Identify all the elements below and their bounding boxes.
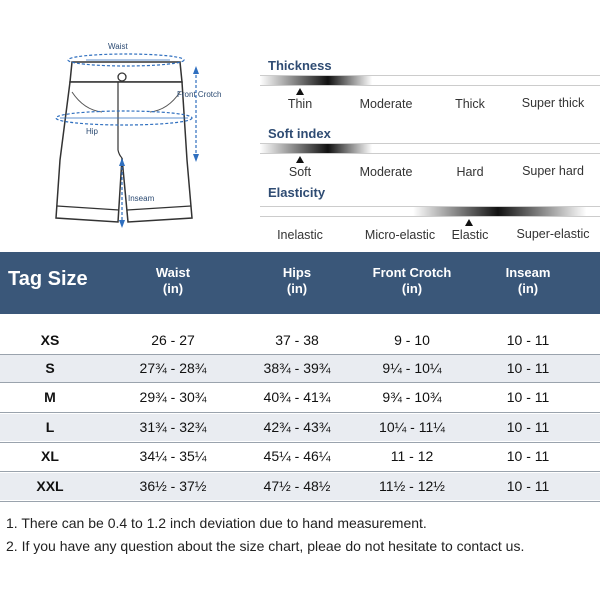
column-header-front-crotch xyxy=(357,265,467,297)
front-crotch-arrow-top xyxy=(193,66,199,74)
waist-cell: 31¾ - 32¾ xyxy=(139,419,207,435)
size-cell: S xyxy=(45,360,55,376)
size-table-header xyxy=(0,252,600,314)
table-row xyxy=(0,355,600,382)
soft-index-title: Soft index xyxy=(268,126,331,141)
crotch-cell: 11½ - 12½ xyxy=(379,478,445,494)
column-header-inseam xyxy=(488,265,568,297)
row-divider xyxy=(0,471,600,472)
soft-index-indicator-icon xyxy=(296,156,304,163)
inseam-cell: 10 - 11 xyxy=(506,419,550,435)
note-contact-us: 2. If you have any question about the size chart, pleae do not hesitate to contact us. xyxy=(6,538,525,554)
elasticity-title: Elasticity xyxy=(268,185,326,200)
elasticity-level-2: Micro-elastic xyxy=(364,228,436,242)
inseam-arrow-bottom xyxy=(119,220,125,228)
hip-label: Hip xyxy=(86,127,99,136)
hips-cell: 47½ - 48½ xyxy=(263,478,331,494)
tag-size-title: Tag Size xyxy=(8,268,88,290)
elasticity-scale-bar xyxy=(260,206,600,217)
crotch-cell: 9¾ - 10¾ xyxy=(382,389,442,405)
size-cell: XXL xyxy=(36,478,64,494)
table-row xyxy=(0,443,600,470)
size-cell: XS xyxy=(40,332,60,348)
column-header-waist xyxy=(133,265,213,297)
column-unit: (in) xyxy=(401,281,423,296)
soft-index-level-1: Soft xyxy=(288,165,312,179)
column-unit: (in) xyxy=(286,281,308,296)
elasticity-level-4: Super-elastic xyxy=(516,227,590,241)
waist-cell: 36½ - 37½ xyxy=(139,478,207,494)
table-row xyxy=(0,327,600,354)
crotch-cell: 10¼ - 11¼ xyxy=(379,419,445,435)
inseam-cell: 10 - 11 xyxy=(506,360,550,376)
hips-cell: 37 - 38 xyxy=(275,332,319,348)
thickness-level-2: Moderate xyxy=(359,97,413,111)
table-row xyxy=(0,414,600,441)
column-name: Hips xyxy=(282,265,312,280)
waist-cell: 27¾ - 28¾ xyxy=(139,360,207,376)
row-divider xyxy=(0,501,600,502)
note-measurement-deviation: 1. There can be 0.4 to 1.2 inch deviation due to hand measurement. xyxy=(6,515,427,531)
hips-cell: 45¼ - 46¼ xyxy=(263,448,331,464)
inseam-cell: 10 - 11 xyxy=(506,332,550,348)
hips-cell: 38¾ - 39¾ xyxy=(263,360,331,376)
inseam-cell: 10 - 11 xyxy=(506,448,550,464)
elasticity-level-1: Inelastic xyxy=(277,228,323,242)
soft-index-scale-bar xyxy=(260,143,600,154)
soft-index-level-3: Hard xyxy=(456,165,484,179)
shorts-button xyxy=(118,73,126,81)
soft-index-level-4: Super hard xyxy=(522,164,584,178)
thickness-level-3: Thick xyxy=(455,97,485,111)
hips-cell: 42¾ - 43¾ xyxy=(263,419,331,435)
size-cell: M xyxy=(44,389,56,405)
column-unit: (in) xyxy=(517,281,539,296)
waist-cell: 26 - 27 xyxy=(151,332,195,348)
crotch-cell: 9 - 10 xyxy=(394,332,430,348)
inseam-label: Inseam xyxy=(128,194,155,203)
thickness-title: Thickness xyxy=(268,58,332,73)
column-name: Inseam xyxy=(505,265,551,280)
elasticity-level-3: Elastic xyxy=(451,228,489,242)
row-divider xyxy=(0,412,600,413)
hips-cell: 40¾ - 41¾ xyxy=(263,389,331,405)
inseam-cell: 10 - 11 xyxy=(506,389,550,405)
row-divider xyxy=(0,382,600,383)
column-name: Front Crotch xyxy=(372,265,452,280)
shorts-body xyxy=(56,82,192,222)
front-crotch-arrow-bottom xyxy=(193,154,199,162)
shorts-diagram xyxy=(0,0,260,250)
thickness-level-1: Thin xyxy=(287,97,313,111)
waist-cell: 29¾ - 30¾ xyxy=(139,389,207,405)
elasticity-indicator-icon xyxy=(465,219,473,226)
front-crotch-label: Front Crotch xyxy=(177,90,222,99)
thickness-indicator-icon xyxy=(296,88,304,95)
thickness-scale-bar xyxy=(260,75,600,86)
column-unit: (in) xyxy=(162,281,184,296)
waist-label: Waist xyxy=(108,42,128,51)
inseam-cell: 10 - 11 xyxy=(506,478,550,494)
soft-index-level-2: Moderate xyxy=(359,165,413,179)
table-row xyxy=(0,384,600,411)
waist-cell: 34¼ - 35¼ xyxy=(139,448,207,464)
crotch-cell: 11 - 12 xyxy=(390,448,434,464)
column-name: Waist xyxy=(155,265,191,280)
size-cell: L xyxy=(45,419,55,435)
size-cell: XL xyxy=(41,448,59,464)
thickness-level-4: Super thick xyxy=(521,96,585,110)
crotch-cell: 9¼ - 10¼ xyxy=(382,360,442,376)
table-row xyxy=(0,473,600,500)
column-header-hips xyxy=(257,265,337,297)
